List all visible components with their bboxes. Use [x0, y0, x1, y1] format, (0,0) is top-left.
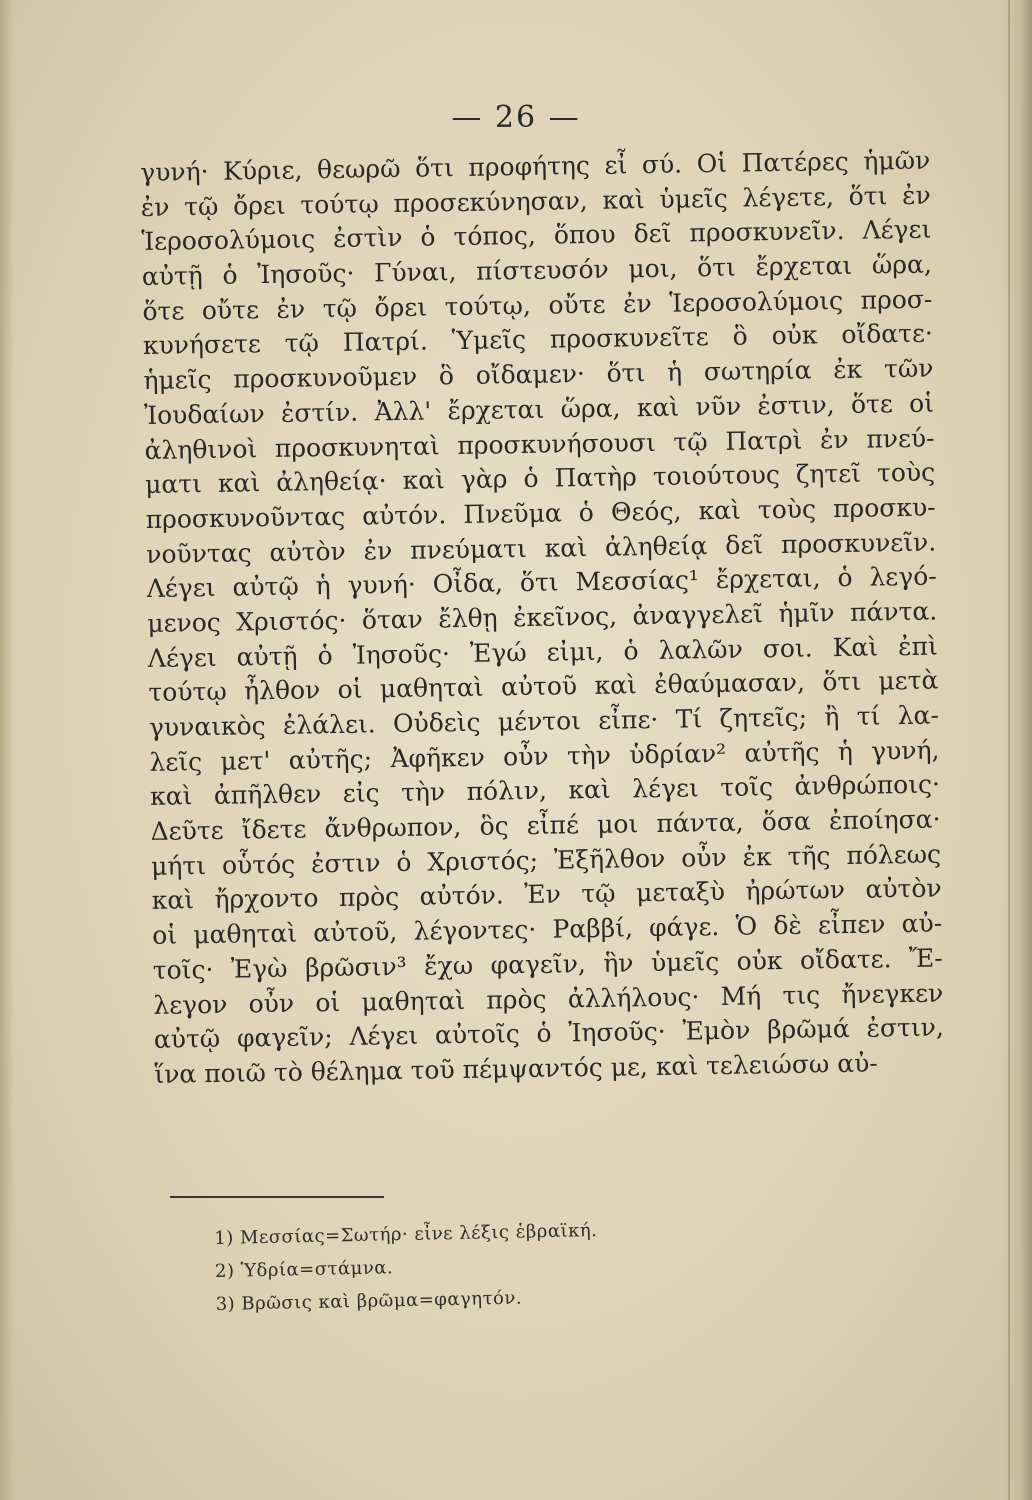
text-line: τοῖς· Ἐγὼ βρῶσιν³ ἔχω φαγεῖν, ἣν ὑμεῖς οὐκ οἴδατε. Ἔ- [152, 943, 943, 985]
text-line: Λέγει αὐτῷ ἡ γυνή· Οἶδα, ὅτι Μεσσίας¹ ἔρχεται, ὁ λεγό- [146, 561, 937, 604]
text-line: καὶ ἤρχοντο πρὸς αὐτόν. Ἐν τῷ μεταξὺ ἠρώτων αὐτὸν [151, 873, 942, 916]
text-line: ὅτε οὔτε ἐν τῷ ὄρει τούτῳ, οὔτε ἐν Ἱεροσολύμοις προσ- [142, 284, 933, 326]
footnotes [214, 1211, 736, 1321]
footnote: 1) Μεσσίας=Σωτήρ· εἶνε λέξις ἑβραϊκή. [214, 1219, 598, 1249]
text-line: νοῦντας αὐτὸν ἐν πνεύματι καὶ ἀληθείᾳ δεῖ προσκυνεῖν. [146, 527, 937, 569]
text-line: μενος Χριστός· ὅταν ἔλθῃ ἐκεῖνος, ἀναγγελεῖ ἡμῖν πάντα. [147, 596, 938, 638]
footnote-rule [170, 1196, 384, 1198]
text-line: ἡμεῖς προσκυνοῦμεν ὃ οἴδαμεν· ὅτι ἡ σωτηρία ἐκ τῶν [143, 353, 934, 396]
footnote: 3) Βρῶσις καὶ βρῶμα=φαγητόν. [215, 1287, 523, 1315]
text-line: ματι καὶ ἀληθείᾳ· καὶ γὰρ ὁ Πατὴρ τοιούτους ζητεῖ τοὺς [144, 457, 936, 500]
text-line: Ἰουδαίων ἐστίν. Ἀλλ' ἔρχεται ὥρα, καὶ νῦν ἐστιν, ὅτε οἱ [143, 388, 935, 430]
text-line: καὶ ἀπῆλθεν εἰς τὴν πόλιν, καὶ λέγει τοῖς ἀνθρώποις· [149, 769, 941, 812]
body-text [140, 144, 945, 1093]
text-line: ἵνα ποιῶ τὸ θέλημα τοῦ πέμψαντός με, καὶ τελειώσω αὐ- [154, 1048, 878, 1089]
text-line: μήτι οὗτός ἐστιν ὁ Χριστός; Ἐξῆλθον οὖν ἐκ τῆς πόλεως [150, 839, 942, 881]
text-line: αὐτῷ φαγεῖν; Λέγει αὐτοῖς ὁ Ἰησοῦς· Ἐμὸν βρῶμά ἐστιν, [153, 1012, 945, 1055]
text-line: Λέγει αὐτῇ ὁ Ἰησοῦς· Ἐγώ εἰμι, ὁ λαλῶν σοι. Καὶ ἐπὶ [147, 631, 939, 673]
footnote: 2) Ὑδρία=στάμνα. [214, 1257, 394, 1282]
page-number: — 26 — [451, 100, 581, 135]
page-left-shadow [0, 0, 14, 1500]
text-line: γυνή· Κύριε, θεωρῶ ὅτι προφήτης εἶ σύ. Οἱ Πατέρες ἡμῶν [140, 145, 931, 187]
text-line: οἱ μαθηταὶ αὐτοῦ, λέγοντες· Ραββί, φάγε. Ὁ δὲ εἶπεν αὐ- [152, 908, 943, 951]
text-line: Ἱεροσολύμοις ἐστὶν ὁ τόπος, ὅπου δεῖ προσκυνεῖν. Λέγει [141, 214, 932, 257]
text-line: λεῖς μετ' αὐτῆς; Ἀφῆκεν οὖν τὴν ὑδρίαν² αὐτῆς ἡ γυνή, [149, 735, 940, 777]
text-line: γυναικὸς ἐλάλει. Οὐδεὶς μέντοι εἶπε· Τί ζητεῖς; ἢ τί λα- [148, 700, 940, 742]
text-line: προσκυνοῦντας αὐτόν. Πνεῦμα ὁ Θεός, καὶ τοὺς προσκυ- [145, 492, 936, 534]
text-line: ἐν τῷ ὄρει τούτῳ προσεκύνησαν, καὶ ὑμεῖς λέγετε, ὅτι ἐν [140, 180, 931, 222]
text-line: κυνήσετε τῷ Πατρί. Ὑμεῖς προσκυνεῖτε ὃ οὐκ οἴδατε· [142, 319, 934, 361]
text-line: Δεῦτε ἴδετε ἄνθρωπον, ὃς εἶπέ μοι πάντα, ὅσα ἐποίησα· [150, 804, 941, 846]
text-line: αὐτῇ ὁ Ἰησοῦς· Γύναι, πίστευσόν μοι, ὅτι ἔρχεται ὥρα, [141, 249, 933, 292]
text-line: ἀληθινοὶ προσκυνηταὶ προσκυνήσουσι τῷ Πατρὶ ἐν πνεύ- [144, 423, 935, 465]
page-right-edge [1002, 0, 1032, 1500]
text-line: τούτῳ ἦλθον οἱ μαθηταὶ αὐτοῦ καὶ ἐθαύμασαν, ὅτι μετὰ [148, 665, 939, 708]
text-line: λεγον οὖν οἱ μαθηταὶ πρὸς ἀλλήλους· Μή τις ἤνεγκεν [153, 977, 944, 1020]
page-binding-line [1008, 0, 1010, 1500]
